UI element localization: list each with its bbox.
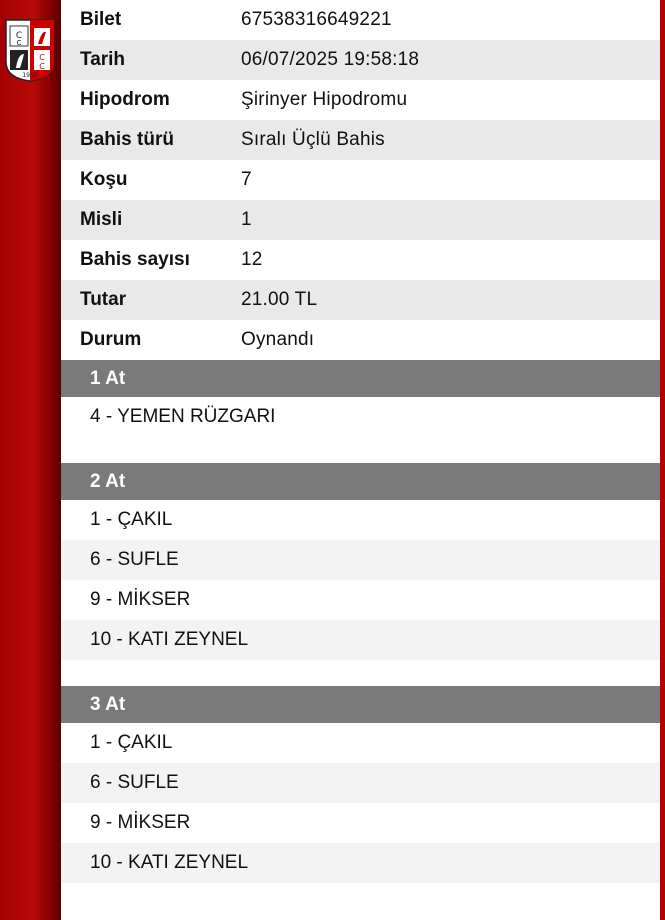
leg-spacer: [61, 437, 660, 463]
svg-text:C: C: [39, 62, 45, 71]
horse-item: 6 - SUFLE: [61, 540, 660, 580]
horse-item: 1 - ÇAKIL: [90, 732, 173, 753]
info-row: [61, 160, 660, 200]
ticket-info-table: [61, 0, 660, 360]
info-row: [61, 80, 660, 120]
info-value: 67538316649221: [241, 9, 392, 30]
svg-text:C: C: [15, 31, 23, 41]
info-label: Koşu: [80, 169, 128, 190]
info-label: Bahis sayısı: [80, 249, 190, 270]
right-border: [660, 0, 665, 920]
leg-header: 3 At: [61, 686, 660, 723]
club-logo-icon: [4, 18, 56, 82]
info-value: Sıralı Üçlü Bahis: [241, 129, 385, 150]
info-row: [61, 120, 660, 160]
horse-item: 6 - SUFLE: [61, 763, 660, 803]
info-label: Bilet: [80, 9, 122, 30]
horse-item: 10 - KATI ZEYNEL: [61, 620, 660, 660]
info-row: [61, 240, 660, 280]
info-row: [61, 280, 660, 320]
info-value: 12: [241, 249, 263, 270]
leg-spacer: [61, 660, 660, 686]
info-value: 7: [241, 169, 252, 190]
info-value: 21.00 TL: [241, 289, 318, 310]
horse-item: 9 - MİKSER: [90, 812, 191, 833]
leg-header: 2 At: [61, 463, 660, 500]
ticket-details: [61, 0, 660, 920]
leg-header: 1 At: [61, 360, 660, 397]
svg-text:C: C: [39, 53, 45, 62]
info-label: Durum: [80, 329, 142, 350]
svg-text:1950: 1950: [22, 72, 38, 79]
info-label: Tutar: [80, 289, 127, 310]
info-value: 06/07/2025 19:58:18: [241, 49, 420, 70]
info-row: [61, 40, 660, 80]
sidebar: [0, 0, 61, 920]
horse-item: 1 - ÇAKIL: [90, 509, 173, 530]
info-value: 1: [241, 209, 252, 230]
info-label: Hipodrom: [80, 89, 170, 110]
info-label: Misli: [80, 209, 123, 230]
horse-item: 4 - YEMEN RÜZGARI: [90, 406, 276, 427]
info-label: Tarih: [80, 49, 126, 70]
svg-text:C: C: [16, 39, 22, 47]
horse-item: 9 - MİKSER: [90, 589, 191, 610]
legs-section: [61, 360, 660, 883]
info-row: [61, 0, 660, 40]
info-label: Bahis türü: [80, 129, 174, 150]
info-row: [61, 320, 660, 360]
info-value: Şirinyer Hipodromu: [241, 89, 408, 110]
info-row: [61, 200, 660, 240]
info-value: Oynandı: [241, 329, 315, 350]
horse-item: 10 - KATI ZEYNEL: [61, 843, 660, 883]
